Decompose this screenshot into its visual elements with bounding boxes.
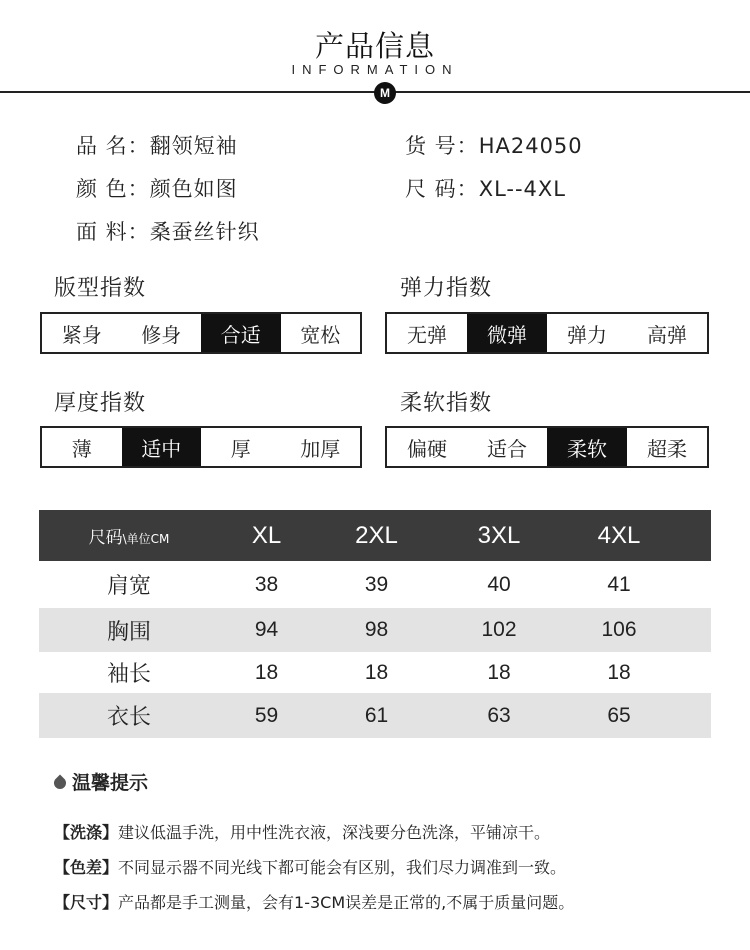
table-row (39, 693, 711, 738)
size-table-unit: \单位CM (122, 532, 170, 546)
size-header-cell: 4XL (597, 521, 641, 549)
softness-index-scale (385, 426, 709, 468)
thickness-index-scale (40, 426, 362, 468)
info-fabric (76, 216, 260, 246)
table-cell: 40 (487, 572, 511, 596)
softness-option: 偏硬 (407, 436, 447, 461)
page-title: 产品信息 (314, 29, 435, 63)
size-table-header (39, 510, 711, 561)
table-row (39, 561, 711, 608)
size-table-corner (39, 523, 219, 548)
fit-index-scale (40, 312, 362, 354)
table-cell: 98 (364, 618, 389, 641)
m-badge-icon: M (374, 82, 396, 104)
table-cell: 65 (607, 703, 631, 727)
row-label: 衣长 (106, 705, 151, 730)
row-label: 胸围 (106, 619, 151, 645)
elastic-option: 高弹 (647, 322, 687, 347)
info-size-value: XL--4XL (478, 177, 567, 201)
water-drop-icon (52, 775, 69, 792)
tip-tag: 【洗涤】 (54, 823, 119, 842)
table-cell: 18 (254, 660, 279, 684)
table-cell: 18 (364, 660, 389, 684)
fit-option: 宽松 (300, 322, 341, 347)
table-cell: 63 (487, 703, 511, 727)
info-color-label: 颜 色： (76, 177, 150, 201)
tip-text: 产品都是手工测量，会有1-3CM误差是正常的,不属于质量问题。 (118, 893, 575, 912)
table-cell: 59 (254, 703, 279, 727)
table-cell: 61 (364, 703, 389, 727)
tip-color (54, 855, 566, 878)
table-row (39, 608, 711, 652)
size-table (39, 510, 711, 738)
info-name-value: 翻领短袖 (149, 134, 238, 158)
info-code-label: 货 号： (405, 134, 479, 158)
thickness-index-title: 厚度指数 (54, 391, 147, 416)
info-fabric-label: 面 料： (76, 220, 150, 244)
size-header-cell: 3XL (477, 521, 521, 549)
table-cell: 39 (364, 572, 389, 596)
table-cell: 38 (254, 572, 279, 596)
thickness-option: 加厚 (300, 436, 341, 461)
table-cell: 18 (607, 660, 631, 684)
tip-text: 不同显示器不同光线下都可能会有区别，我们尽力调准到一致。 (118, 858, 567, 877)
tip-tag: 【尺寸】 (54, 893, 119, 912)
size-header-cell: XL (251, 521, 282, 549)
info-code-value: HA24050 (478, 134, 583, 158)
table-cell: 18 (487, 660, 511, 684)
softness-option: 柔软 (547, 428, 627, 466)
fit-option: 修身 (141, 322, 182, 347)
elastic-option: 微弹 (467, 314, 547, 352)
elastic-index-scale (385, 312, 709, 354)
size-header-cell: 2XL (355, 521, 398, 549)
tip-tag: 【色差】 (54, 858, 119, 877)
tips-heading (54, 768, 148, 795)
elastic-index-title: 弹力指数 (400, 276, 493, 301)
info-fabric-value: 桑蚕丝针织 (149, 220, 260, 244)
page-subtitle: INFORMATION (291, 62, 459, 77)
elastic-option: 弹力 (567, 322, 607, 347)
table-cell: 102 (481, 618, 517, 641)
tips-title: 温馨提示 (72, 772, 149, 794)
softness-index-title: 柔软指数 (400, 391, 493, 416)
tip-wash (54, 820, 550, 843)
info-code (405, 130, 583, 160)
row-label: 袖长 (106, 662, 151, 687)
fit-option: 紧身 (61, 322, 102, 347)
tip-text: 建议低温手洗，用中性洗衣液，深浅要分色洗涤，平铺凉干。 (118, 823, 551, 842)
table-cell: 106 (601, 618, 637, 641)
size-table-corner-label: 尺码 (88, 528, 123, 548)
fit-option: 合适 (201, 314, 281, 352)
table-cell: 41 (607, 572, 631, 596)
row-label: 肩宽 (106, 574, 151, 599)
info-size-label: 尺 码： (405, 177, 479, 201)
fit-index-title: 版型指数 (54, 276, 147, 301)
softness-option: 适合 (487, 436, 527, 461)
elastic-option: 无弹 (407, 322, 447, 347)
thickness-option: 厚 (230, 436, 251, 461)
softness-option: 超柔 (647, 436, 687, 461)
thickness-option: 适中 (122, 428, 202, 466)
thickness-option: 薄 (71, 436, 92, 461)
info-size (405, 173, 566, 203)
table-row (39, 652, 711, 693)
info-name (76, 130, 238, 160)
info-color-value: 颜色如图 (149, 177, 238, 201)
table-cell: 94 (254, 618, 279, 641)
tip-size (54, 890, 574, 913)
info-color (76, 173, 238, 203)
info-name-label: 品 名： (76, 134, 150, 158)
